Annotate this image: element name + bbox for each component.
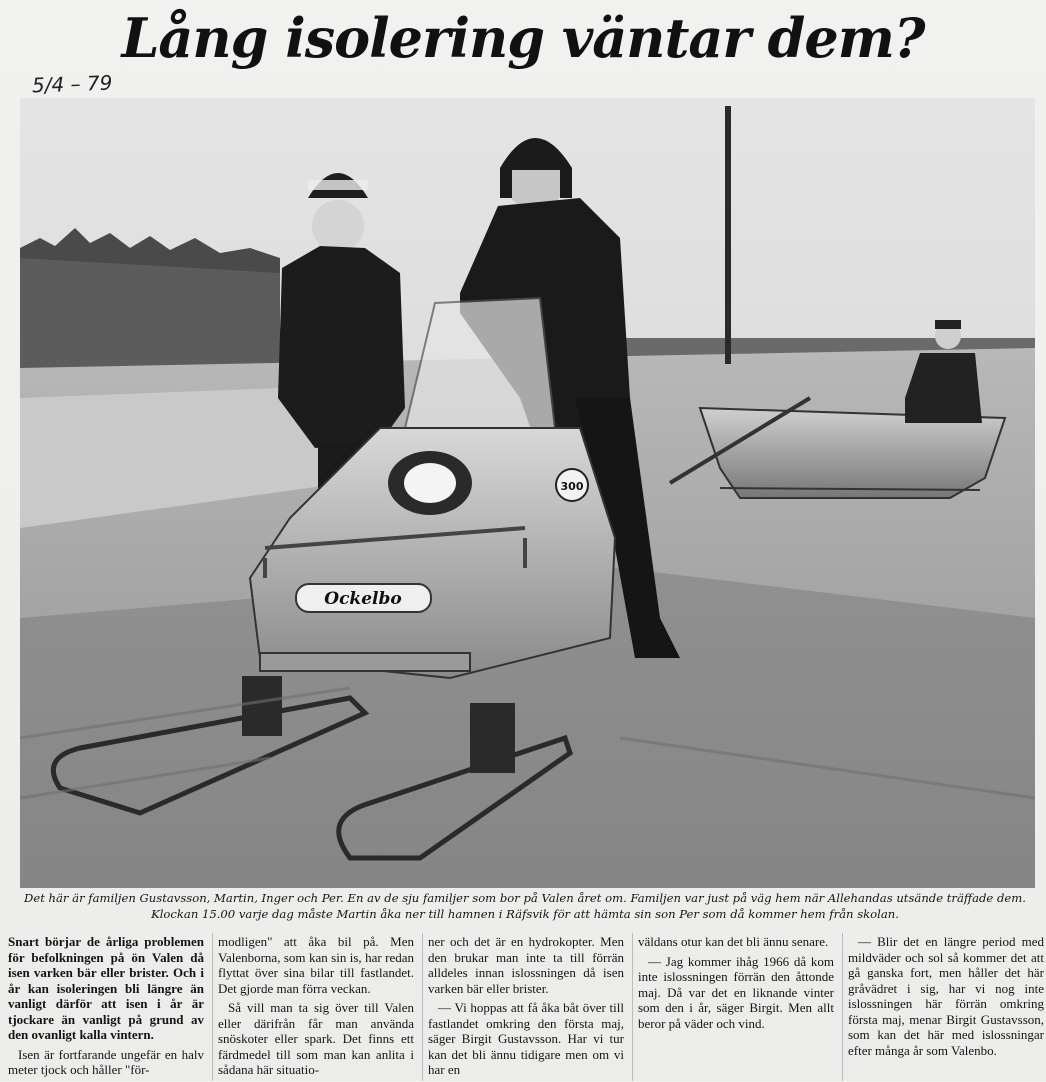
article-column-5	[848, 934, 1044, 1062]
article-column-1	[8, 934, 204, 1082]
article-paragraph: Isen är fortfarande ungefär en halv meter tjock och håller "för-	[8, 1046, 204, 1077]
article-paragraph: modligen" att åka bil på. Men Valenborna, som kan sin is, har redan flyttat över sina bilar till fastlandet. Det gjorde man förra veckan.	[218, 934, 414, 996]
column-divider	[422, 933, 423, 1081]
article-paragraph: Så vill man ta sig över till Valen eller därifrån får man använda snöskoter eller spark. Det finns ett färdmedel till som man kan anlita i sådana här situatio-	[218, 1000, 414, 1077]
column-divider	[632, 933, 633, 1081]
photo-caption: Det här är familjen Gustavsson, Martin, Inger och Per. En av de sju familjer som bor på Valen året om. Familjen var just på väg hem när Allehandas utsände träffade dem. Klockan 15.00 varje dag måste Martin åka ner till hamnen i Räfsvik för att hämta sin son Per som då kommer hem från skolan.	[24, 891, 1026, 921]
article-paragraph: väldans otur kan det bli ännu senare.	[638, 934, 829, 949]
article-lead: Snart börjar de årliga problemen för befolkningen på ön Valen då isen varken bär eller brister. Och i år kan isoleringen bli längre än vanligt därför att isen i år är tjockare än vanligt på grund av den ovanligt kalla vintern.	[8, 934, 204, 1042]
headline: Lång isolering väntar dem?	[121, 6, 925, 70]
article-paragraph: ner och det är en hydrokopter. Men den brukar man inte ta till förrän alldeles innan islossningen då isen varken bär eller brister.	[428, 934, 624, 996]
article-paragraph: — Blir det en längre period med mildväder och sol så kommer det att gå ganska fort, men håller det här gråvädret i sig, har vi nog inte islossningen här förrän omkring första maj, menar Birgit Gustavsson, som kan det här med islossningar efter många år som Valenbo.	[848, 934, 1044, 1058]
news-photo	[20, 98, 1035, 888]
column-divider	[842, 933, 843, 1081]
snowmobile-brand: Ockelbo	[324, 589, 402, 609]
article-column-2	[218, 934, 414, 1082]
column-divider	[212, 933, 213, 1081]
article-paragraph: — Vi hoppas att få åka båt över till fastlandet omkring den första maj, säger Birgit Gustavsson. Har vi tur kan det bli ännu tidigare men om vi har en	[428, 1000, 624, 1077]
article-paragraph: — Jag kommer ihåg 1966 då kom inte islossningen förrän den åttonde maj. Då var det en liknande vinter som den i år, säger Birgit. Men allt beror på väder och vind.	[638, 953, 834, 1031]
article-column-4	[638, 934, 834, 1035]
article-column-3	[428, 934, 624, 1082]
snowmobile-badge: 300	[560, 480, 584, 493]
handwritten-date: 5/4 – 79	[31, 70, 113, 98]
